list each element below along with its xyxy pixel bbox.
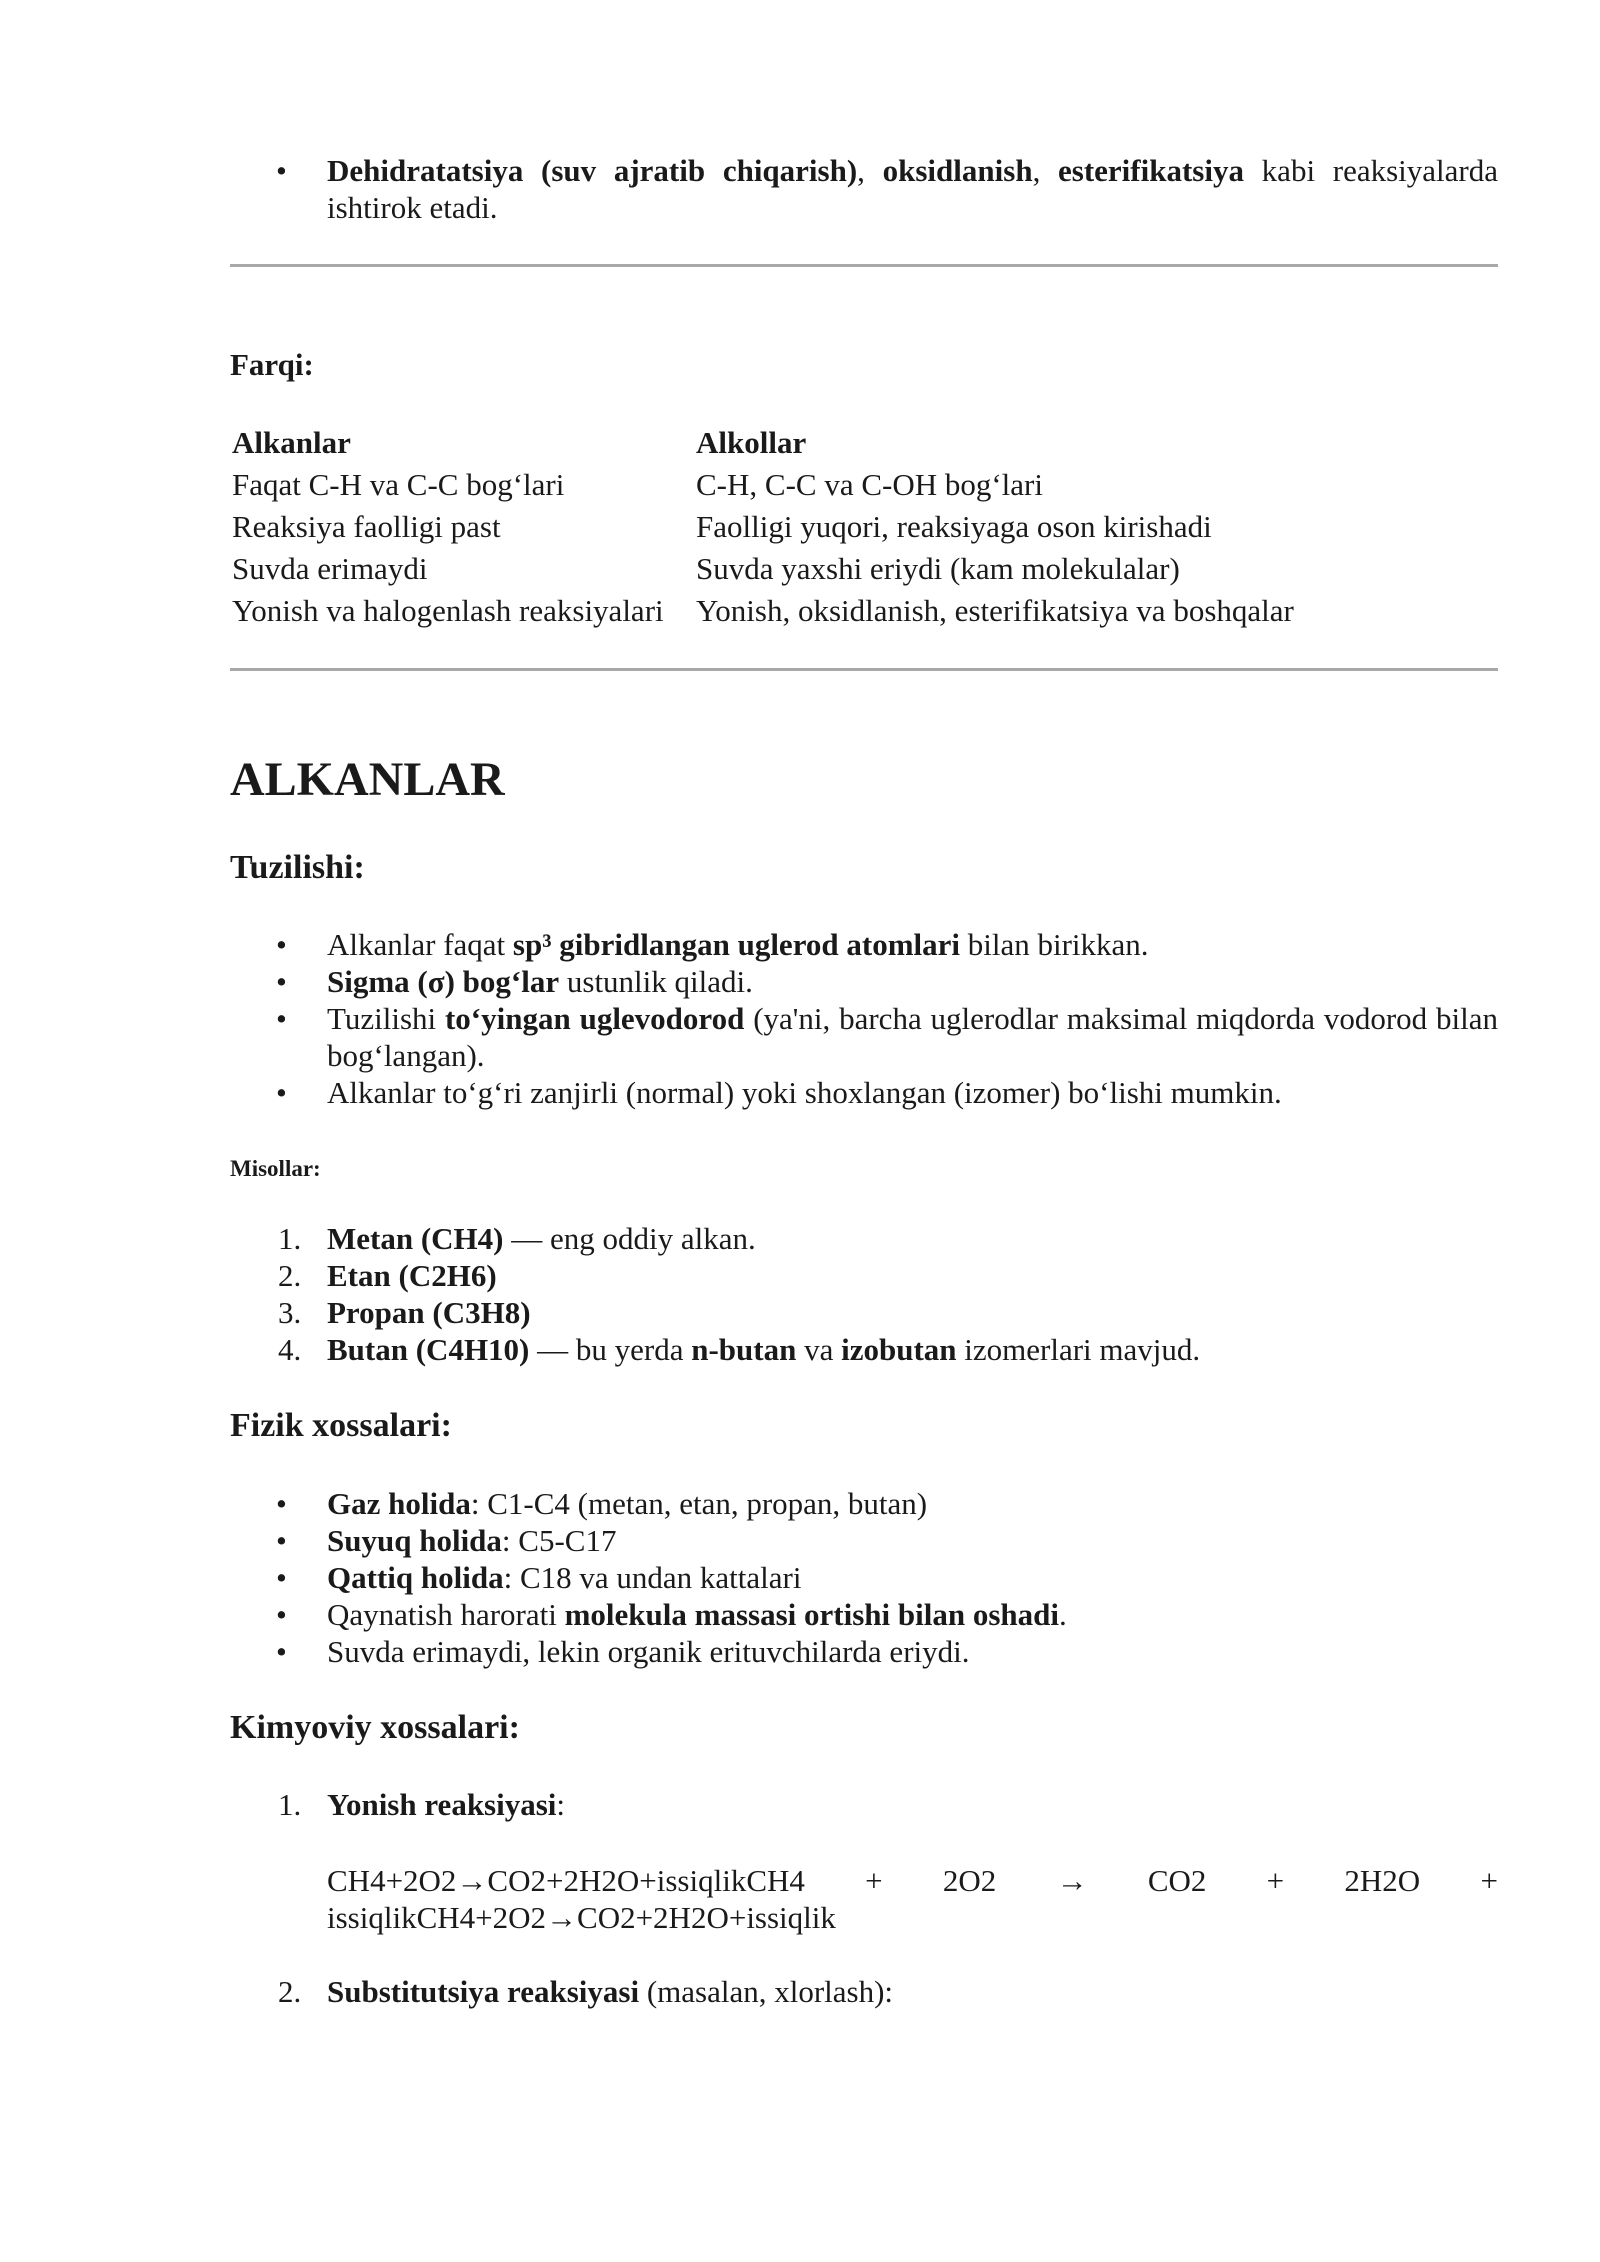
misollar-label: Misollar: <box>230 1156 321 1181</box>
list-item: 1. Metan (CH4) — eng oddiy alkan. <box>278 1221 756 1256</box>
top-bullet-list <box>230 152 1498 226</box>
kimyoviy-list-1 <box>230 1786 1498 1823</box>
tuzilishi-list <box>230 926 1498 1111</box>
table-cell: Yonish, oksidlanish, esterifikatsiya va boshqalar <box>696 593 1294 628</box>
list-item: 3. Propan (C3H8) <box>278 1295 531 1330</box>
equation-line: issiqlikCH4+2O2→CO2+2H2O+issiqlik <box>327 1900 836 1935</box>
list-item: • Suyuq holida: C5-C17 <box>230 1522 1498 1559</box>
table-cell: Suvda yaxshi eriydi (kam molekulalar) <box>696 551 1180 586</box>
table-cell: Reaksiya faolligi past <box>232 509 501 544</box>
list-item: • Alkanlar faqat sp³ gibridlangan uglerod atomlari bilan birikkan. <box>230 926 1498 963</box>
table-cell: Suvda erimaydi <box>232 551 428 586</box>
table-row <box>230 590 1296 632</box>
comparison-table <box>230 422 1296 632</box>
list-item: • Alkanlar to‘g‘ri zanjirli (normal) yoki shoxlangan (izomer) bo‘lishi mumkin. <box>230 1074 1498 1111</box>
fizik-list <box>230 1485 1498 1670</box>
table-cell: Yonish va halogenlash reaksiyalari <box>232 593 664 628</box>
table-row <box>230 464 1296 506</box>
combustion-equation <box>327 1862 1498 1936</box>
list-item: • Tuzilishi to‘yingan uglevodorod (ya'ni, barcha uglerodlar maksimal miqdorda vodorod bilan bog‘langan). <box>230 1000 1498 1074</box>
horizontal-divider <box>230 264 1498 267</box>
section-title: ALKANLAR <box>230 753 505 806</box>
list-item: 1. Yonish reaksiyasi: <box>278 1787 566 1822</box>
farqi-label: Farqi: <box>230 347 314 382</box>
table-row <box>230 548 1296 590</box>
equation-line: CH4+2O2→CO2+2H2O+issiqlikCH4 + 2O2 → CO2 + 2H2O + <box>327 1863 1498 1898</box>
table-cell: Faqat C-H va C-C bog‘lari <box>232 467 565 502</box>
table-header-cell: Alkollar <box>696 425 807 460</box>
list-item: 2. Substitutsiya reaksiyasi (masalan, xlorlash): <box>278 1974 894 2009</box>
list-item: • Suvda erimaydi, lekin organik erituvchilarda eriydi. <box>230 1633 1498 1670</box>
table-cell: Faolligi yuqori, reaksiyaga oson kirishadi <box>696 509 1212 544</box>
kimyoviy-heading: Kimyoviy xossalari: <box>230 1709 520 1746</box>
list-item: 2. Etan (C2H6) <box>278 1258 497 1293</box>
table-header-row <box>230 422 1296 464</box>
table-header-cell: Alkanlar <box>232 425 351 460</box>
list-item: 4. Butan (C4H10) — bu yerda n-butan va izobutan izomerlari mavjud. <box>278 1332 1201 1367</box>
table-row <box>230 506 1296 548</box>
kimyoviy-list-2 <box>230 1973 1498 2010</box>
tuzilishi-heading: Tuzilishi: <box>230 849 365 886</box>
horizontal-divider <box>230 668 1498 671</box>
list-item: • Qaynatish harorati molekula massasi ortishi bilan oshadi. <box>230 1596 1498 1633</box>
misollar-list <box>230 1220 1498 1368</box>
list-item: • Gaz holida: C1-C4 (metan, etan, propan, butan) <box>230 1485 1498 1522</box>
list-item: • Qattiq holida: C18 va undan kattalari <box>230 1559 1498 1596</box>
fizik-heading: Fizik xossalari: <box>230 1407 452 1444</box>
list-item: • Dehidratatsiya (suv ajratib chiqarish), oksidlanish, esterifikatsiya kabi reaksiyalarda ishtirok etadi. <box>230 152 1498 226</box>
table-cell: C-H, C-C va C-OH bog‘lari <box>696 467 1043 502</box>
list-item: • Sigma (σ) bog‘lar ustunlik qiladi. <box>230 963 1498 1000</box>
